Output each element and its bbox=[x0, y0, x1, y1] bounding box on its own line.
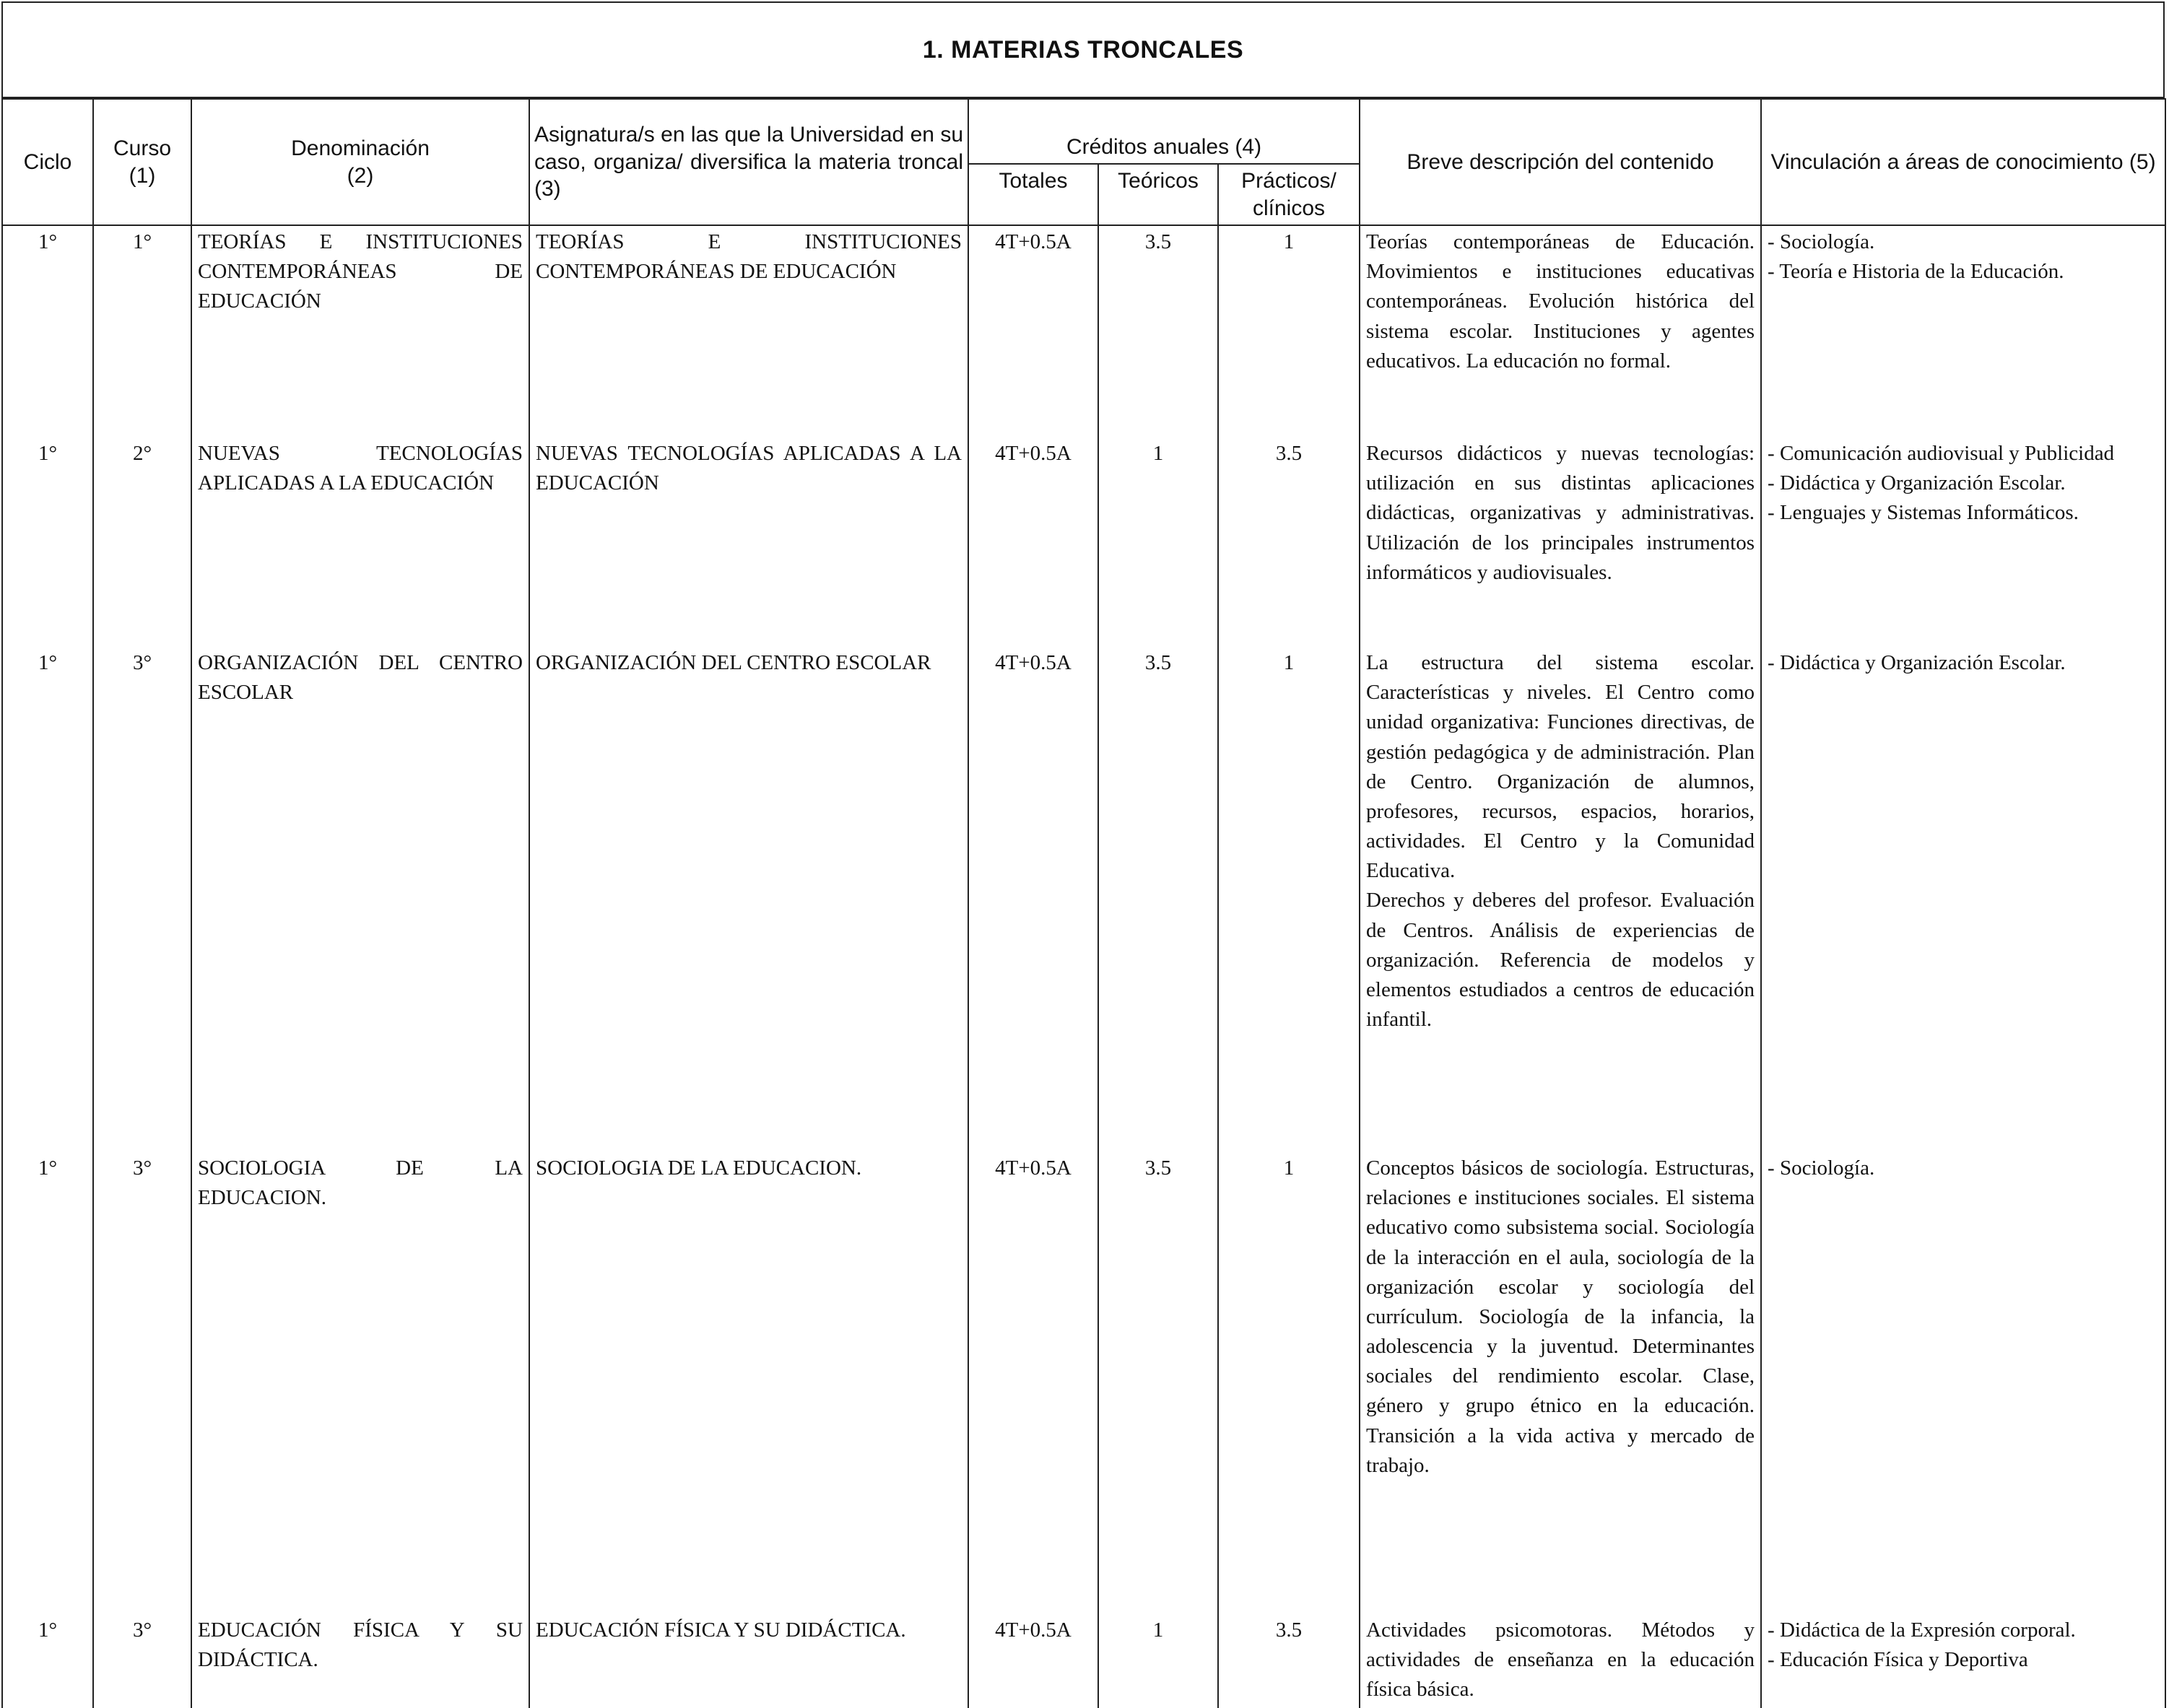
table-row bbox=[2, 647, 2165, 1152]
cell-ciclo: 1° bbox=[2, 1614, 93, 1708]
area-item: - Didáctica y Organización Escolar. bbox=[1768, 471, 2066, 495]
cell-descripcion: Teorías contemporáneas de Educación. Movimientos e instituciones educativas contemporáneas. Evolución histórica del sistema escolar. Instituciones y agentes educativos. La educación no formal. bbox=[1360, 225, 1761, 437]
table-row bbox=[2, 437, 2165, 647]
cell-denominacion: ORGANIZACIÓN DEL CENTRO ESCOLAR bbox=[191, 647, 529, 1152]
cell-descripcion: Recursos didácticos y nuevas tecnologías: utilización en sus distintas aplicaciones didácticas, organizativas y administrativas. Utilización de los principales instrumentos informáticos y audiovisuales. bbox=[1360, 437, 1761, 647]
cell-descripcion: Conceptos básicos de sociología. Estructuras, relaciones e instituciones sociales. El sistema educativo como subsistema social. Sociología de la interacción en el aula, sociología de la organización escolar y sociología del currículum. Sociología de la infancia, la adolescencia y la juventud. Determinantes sociales del rendimiento escolar. Clase, género y grupo étnico en la educación. Transición a la vida activa y mercado de trabajo. bbox=[1360, 1152, 1761, 1614]
areas-list bbox=[1768, 1154, 2159, 1183]
header-asignatura: Asignatura/s en las que la Universidad en su caso, organiza/ diversifica la materia troncal (3) bbox=[529, 99, 968, 225]
cell-asignatura: SOCIOLOGIA DE LA EDUCACION. bbox=[529, 1152, 968, 1614]
cell-practicos: 1 bbox=[1218, 647, 1360, 1152]
areas-list bbox=[1768, 648, 2159, 678]
cell-areas bbox=[1761, 1152, 2165, 1614]
cell-totales: 4T+0.5A bbox=[968, 1152, 1098, 1614]
cell-teoricos: 1 bbox=[1098, 437, 1218, 647]
cell-totales: 4T+0.5A bbox=[968, 647, 1098, 1152]
cell-totales: 4T+0.5A bbox=[968, 225, 1098, 437]
table-row bbox=[2, 1152, 2165, 1614]
cell-asignatura: ORGANIZACIÓN DEL CENTRO ESCOLAR bbox=[529, 647, 968, 1152]
cell-denominacion: NUEVAS TECNOLOGÍAS APLICADAS A LA EDUCACIÓN bbox=[191, 437, 529, 647]
area-item: - Lenguajes y Sistemas Informáticos. bbox=[1768, 501, 2079, 525]
cell-areas bbox=[1761, 437, 2165, 647]
cell-practicos: 1 bbox=[1218, 225, 1360, 437]
table-row bbox=[2, 1614, 2165, 1708]
cell-areas bbox=[1761, 1614, 2165, 1708]
areas-list bbox=[1768, 1616, 2159, 1675]
areas-list bbox=[1768, 227, 2159, 287]
section-title: 1. MATERIAS TRONCALES bbox=[922, 35, 1244, 64]
cell-denominacion: EDUCACIÓN FÍSICA Y SU DIDÁCTICA. bbox=[191, 1614, 529, 1708]
cell-ciclo: 1° bbox=[2, 437, 93, 647]
cell-descripcion: Actividades psicomotoras. Métodos y actividades de enseñanza en la educación física básica. bbox=[1360, 1614, 1761, 1708]
cell-curso: 2° bbox=[93, 437, 191, 647]
area-item: - Didáctica de la Expresión corporal. bbox=[1768, 1618, 2076, 1642]
area-item: - Sociología. bbox=[1768, 230, 1875, 253]
area-item: - Educación Física y Deportiva bbox=[1768, 1648, 2028, 1672]
cell-teoricos: 3.5 bbox=[1098, 647, 1218, 1152]
area-item: - Didáctica y Organización Escolar. bbox=[1768, 651, 2066, 674]
materias-table bbox=[1, 98, 2166, 1708]
cell-asignatura: NUEVAS TECNOLOGÍAS APLICADAS A LA EDUCACIÓN bbox=[529, 437, 968, 647]
cell-areas bbox=[1761, 647, 2165, 1152]
cell-practicos: 1 bbox=[1218, 1152, 1360, 1614]
cell-ciclo: 1° bbox=[2, 225, 93, 437]
header-denominacion: Denominación (2) bbox=[191, 99, 529, 225]
header-curso: Curso (1) bbox=[93, 99, 191, 225]
area-item: - Teoría e Historia de la Educación. bbox=[1768, 260, 2064, 284]
cell-curso: 3° bbox=[93, 647, 191, 1152]
cell-descripcion: La estructura del sistema escolar. Características y niveles. El Centro como unidad organizativa: Funciones directivas, de gestión pedagógica y de administración. Plan de Centro. Organización de alumnos, profesores, recursos, espacios, horarios, actividades. El Centro y la Comunidad Educativa. Derechos y deberes del profesor. Evaluación de Centros. Análisis de experiencias de organización. Referencia de modelos y elementos estudiados a centros de educación infantil. bbox=[1360, 647, 1761, 1152]
cell-asignatura: EDUCACIÓN FÍSICA Y SU DIDÁCTICA. bbox=[529, 1614, 968, 1708]
table-row bbox=[2, 225, 2165, 437]
header-practicos: Prácticos/ clínicos bbox=[1218, 164, 1360, 225]
cell-teoricos: 3.5 bbox=[1098, 1152, 1218, 1614]
cell-teoricos: 1 bbox=[1098, 1614, 1218, 1708]
cell-areas bbox=[1761, 225, 2165, 437]
cell-totales: 4T+0.5A bbox=[968, 1614, 1098, 1708]
cell-totales: 4T+0.5A bbox=[968, 437, 1098, 647]
area-item: - Sociología. bbox=[1768, 1156, 1875, 1180]
cell-asignatura: TEORÍAS E INSTITUCIONES CONTEMPORÁNEAS DE EDUCACIÓN bbox=[529, 225, 968, 437]
cell-denominacion: SOCIOLOGIA DE LA EDUCACION. bbox=[191, 1152, 529, 1614]
cell-curso: 1° bbox=[93, 225, 191, 437]
cell-curso: 3° bbox=[93, 1614, 191, 1708]
cell-practicos: 3.5 bbox=[1218, 437, 1360, 647]
header-teoricos: Teóricos bbox=[1098, 164, 1218, 225]
header-totales: Totales bbox=[968, 164, 1098, 225]
cell-teoricos: 3.5 bbox=[1098, 225, 1218, 437]
cell-curso: 3° bbox=[93, 1152, 191, 1614]
header-vinculacion: Vinculación a áreas de conocimiento (5) bbox=[1761, 99, 2165, 225]
cell-ciclo: 1° bbox=[2, 1152, 93, 1614]
cell-denominacion: TEORÍAS E INSTITUCIONES CONTEMPORÁNEAS DE EDUCACIÓN bbox=[191, 225, 529, 437]
cell-practicos: 3.5 bbox=[1218, 1614, 1360, 1708]
cell-ciclo: 1° bbox=[2, 647, 93, 1152]
section-title-box bbox=[1, 1, 2165, 98]
header-creditos: Créditos anuales (4) bbox=[968, 99, 1360, 164]
header-descripcion: Breve descripción del contenido bbox=[1360, 99, 1761, 225]
area-item: - Comunicación audiovisual y Publicidad bbox=[1768, 442, 2115, 465]
areas-list bbox=[1768, 439, 2159, 528]
header-ciclo: Ciclo bbox=[2, 99, 93, 225]
